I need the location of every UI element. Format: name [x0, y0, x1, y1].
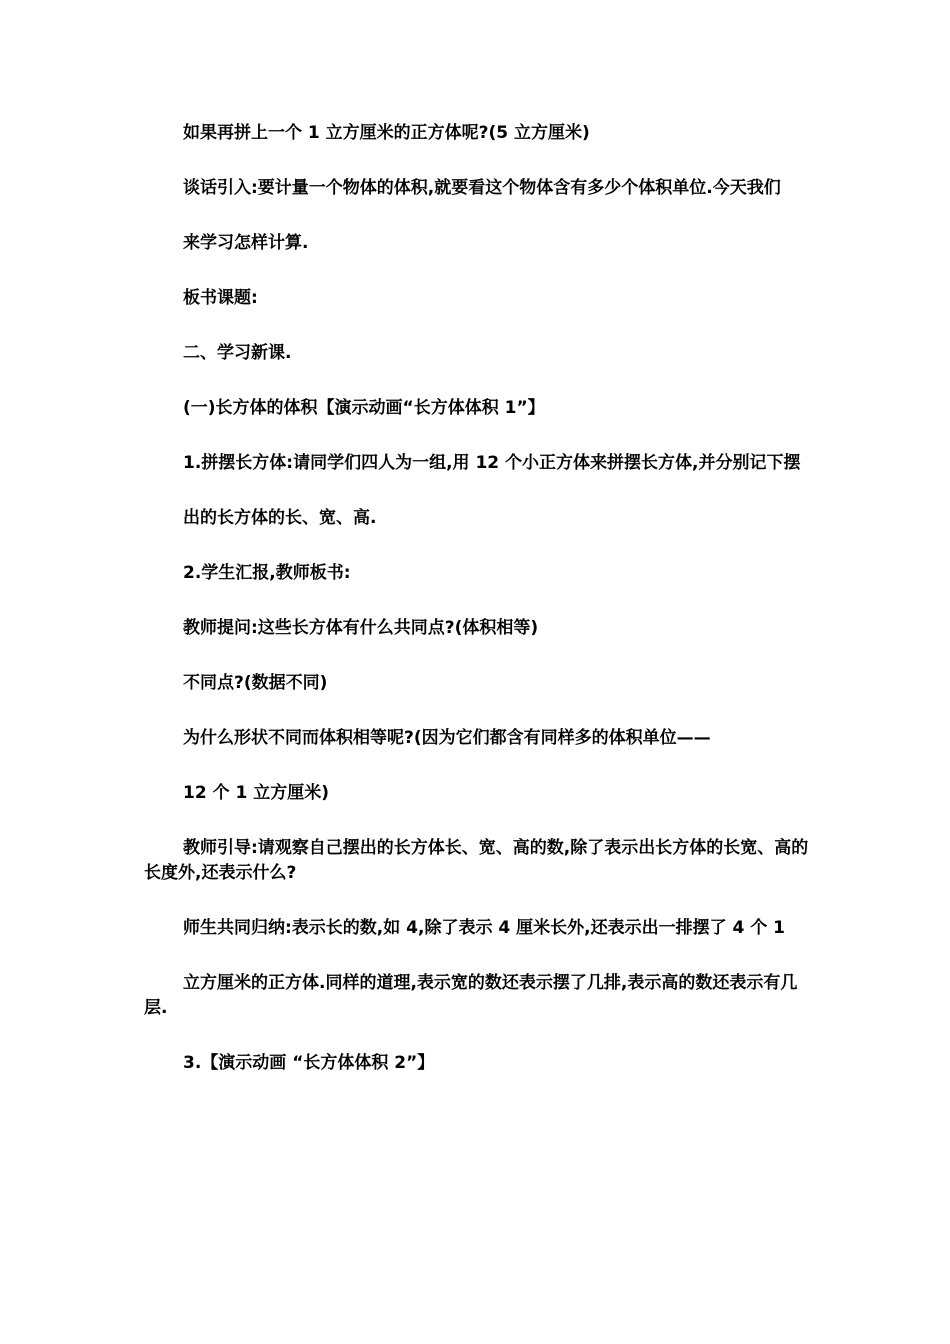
paragraph-1: 如果再拼上一个 1 立方厘米的正方体呢?(5 立方厘米)	[183, 123, 590, 143]
paragraph-8: 出的长方体的长、宽、高.	[183, 508, 377, 528]
paragraph-17: 3.【演示动画 “长方体体积 2”】	[183, 1053, 435, 1073]
paragraph-10: 教师提问:这些长方体有什么共同点?(体积相等)	[183, 618, 539, 638]
paragraph-12: 为什么形状不同而体积相等呢?(因为它们都含有同样多的体积单位——	[183, 728, 711, 748]
paragraph-13: 12 个 1 立方厘米)	[183, 783, 330, 803]
paragraph-15: 师生共同归纳:表示长的数,如 4,除了表示 4 厘米长外,还表示出一排摆了 4 个 1	[183, 918, 785, 938]
paragraph-7: 1.拼摆长方体:请同学们四人为一组,用 12 个小正方体来拼摆长方体,并分别记下摆	[183, 453, 801, 473]
paragraph-9: 2.学生汇报,教师板书:	[183, 563, 351, 583]
paragraph-14: 教师引导:请观察自己摆出的长方体长、宽、高的数,除了表示出长方体的长宽、高的长度外,还表示什么?	[144, 838, 809, 883]
document-body	[144, 121, 809, 1076]
paragraph-5: 二、学习新课.	[183, 343, 292, 363]
paragraph-3: 来学习怎样计算.	[183, 233, 309, 253]
paragraph-16: 立方厘米的正方体.同样的道理,表示宽的数还表示摆了几排,表示高的数还表示有几层.	[144, 973, 798, 1018]
paragraph-6: (一)长方体的体积【演示动画“长方体体积 1”】	[183, 398, 545, 418]
paragraph-11: 不同点?(数据不同)	[183, 673, 328, 693]
paragraph-2: 谈话引入:要计量一个物体的体积,就要看这个物体含有多少个体积单位.今天我们	[183, 178, 781, 198]
paragraph-4: 板书课题:	[183, 288, 258, 308]
